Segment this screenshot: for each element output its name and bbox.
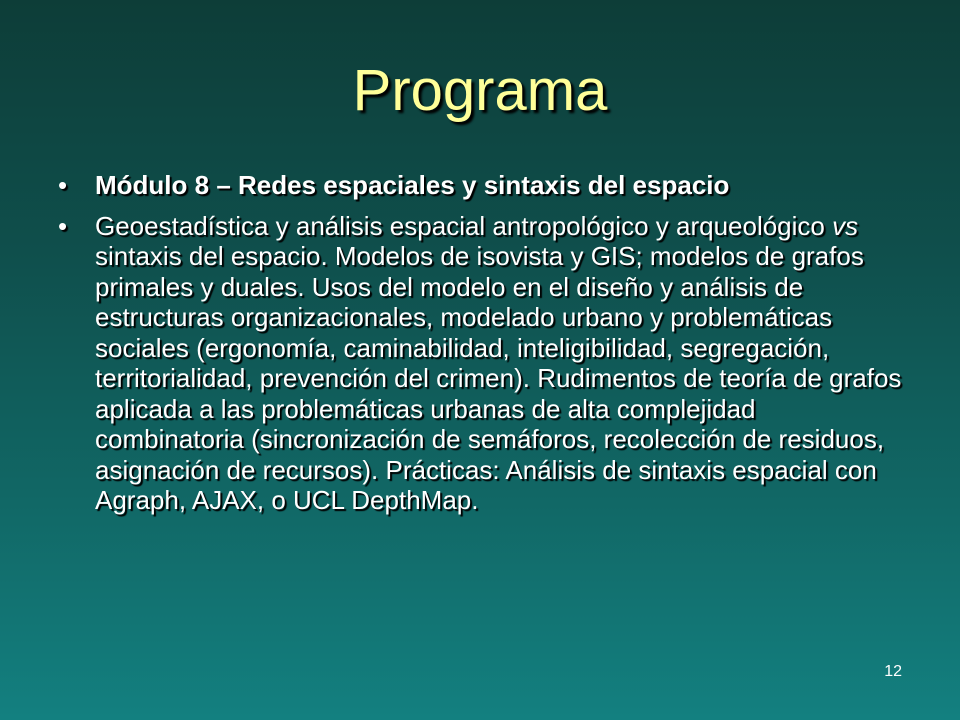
bullet-dot-icon: • bbox=[58, 170, 68, 200]
description-italic: vs bbox=[832, 210, 859, 241]
page-number: 12 bbox=[884, 663, 902, 680]
module-description bbox=[95, 211, 901, 516]
description-part-1: Geoestadística y análisis espacial antropológico y arqueológico bbox=[95, 210, 833, 241]
slide-title: Programa bbox=[352, 58, 608, 123]
bullet-list bbox=[58, 170, 906, 526]
module-heading: Módulo 8 – Redes espaciales y sintaxis del espacio bbox=[95, 170, 730, 200]
bullet-item-module bbox=[58, 170, 906, 201]
description-part-2: sintaxis del espacio. Modelos de isovista y GIS; modelos de grafos primales y duales. Usos del modelo en el diseño y análisis de estructuras organizacionales, modelado urbano y problemáticas sociales (ergonomía, caminabilidad, inteligibilidad, segregación, territorialidad, prevención del crimen). Rudimentos de teoría de grafos aplicada a las problemáticas urbanas de alta complejidad combinatoria (sincronización de semáforos, recolección de residuos, asignación de recursos). Prácticas: Análisis de sintaxis espacial con Agraph, AJAX, o UCL DepthMap. bbox=[95, 241, 902, 515]
bullet-item-description bbox=[58, 211, 906, 516]
bullet-dot-icon: • bbox=[58, 210, 68, 241]
